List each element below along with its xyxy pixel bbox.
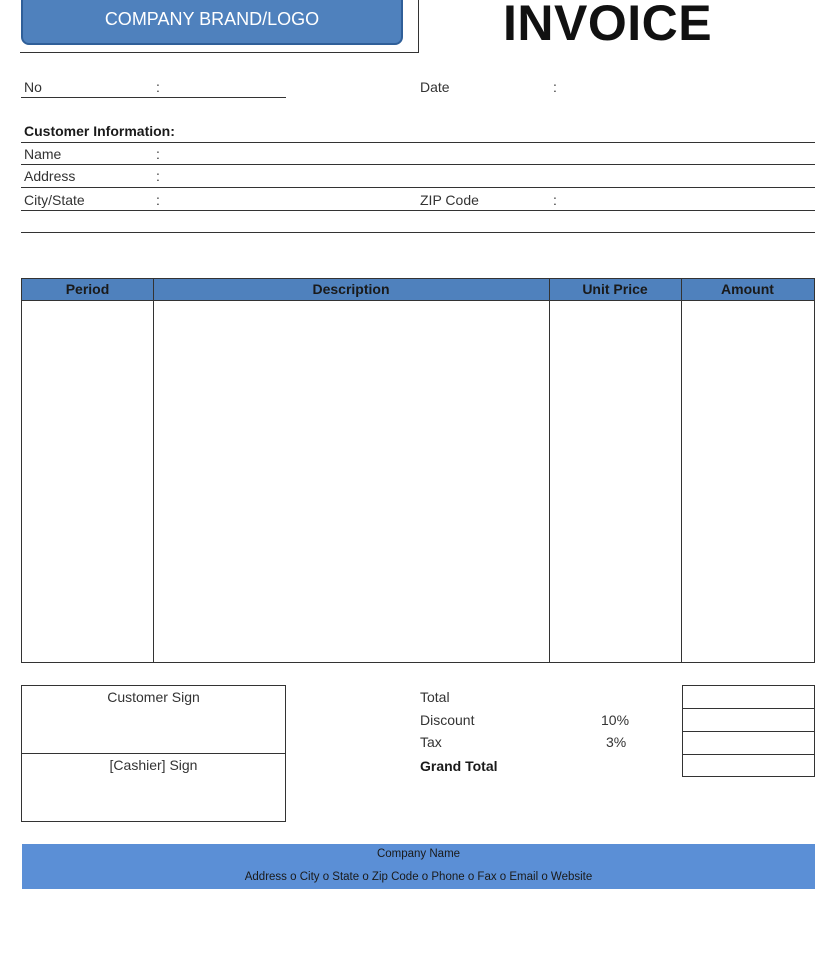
customer-rule-2 xyxy=(21,164,815,165)
totals-row-divider xyxy=(683,731,814,732)
tax-label: Tax xyxy=(420,734,442,750)
no-label: No xyxy=(24,79,42,95)
items-table xyxy=(21,278,815,663)
customer-sign-label: Customer Sign xyxy=(107,689,200,705)
totals-row-divider xyxy=(683,754,814,755)
footer-contact-line: Address o City o State o Zip Code o Phone o Fax o Email o Website xyxy=(244,871,593,883)
customer-rule-4 xyxy=(21,210,815,211)
column-divider xyxy=(153,279,154,662)
column-header-description: Description xyxy=(312,281,390,297)
signature-divider xyxy=(22,753,285,754)
column-header-amount: Amount xyxy=(721,281,774,297)
company-logo xyxy=(21,0,403,45)
footer-company-name: Company Name xyxy=(376,848,461,860)
customer-name-colon: : xyxy=(156,146,160,162)
no-colon: : xyxy=(156,79,160,95)
items-table-header xyxy=(22,279,814,301)
discount-label: Discount xyxy=(420,712,475,728)
column-header-period: Period xyxy=(65,281,110,297)
customer-info-title: Customer Information: xyxy=(24,123,175,139)
total-label: Total xyxy=(420,689,450,705)
no-underline xyxy=(21,97,286,98)
customer-rule-3 xyxy=(21,187,815,188)
date-label: Date xyxy=(420,79,450,95)
customer-zip-label: ZIP Code xyxy=(420,192,479,208)
column-divider xyxy=(681,279,682,662)
grand-total-label: Grand Total xyxy=(420,758,498,774)
cashier-sign-label: [Cashier] Sign xyxy=(109,757,198,773)
discount-rate: 10% xyxy=(601,712,630,728)
customer-city-state-label: City/State xyxy=(24,192,85,208)
totals-value-box xyxy=(682,685,815,777)
tax-rate: 3% xyxy=(606,734,627,750)
date-colon: : xyxy=(553,79,557,95)
customer-rule-5 xyxy=(21,232,815,233)
customer-name-label: Name xyxy=(24,146,62,162)
customer-rule-1 xyxy=(21,142,815,143)
customer-address-label: Address xyxy=(24,168,76,184)
invoice-title: INVOICE xyxy=(503,0,713,51)
signature-box xyxy=(21,685,286,822)
column-divider xyxy=(549,279,550,662)
footer-bar xyxy=(22,844,815,889)
totals-row-divider xyxy=(683,708,814,709)
logo-text: COMPANY BRAND/LOGO xyxy=(104,9,320,29)
customer-address-colon: : xyxy=(156,168,160,184)
customer-zip-colon: : xyxy=(553,192,557,208)
column-header-unit-price: Unit Price xyxy=(582,281,648,297)
customer-city-state-colon: : xyxy=(156,192,160,208)
